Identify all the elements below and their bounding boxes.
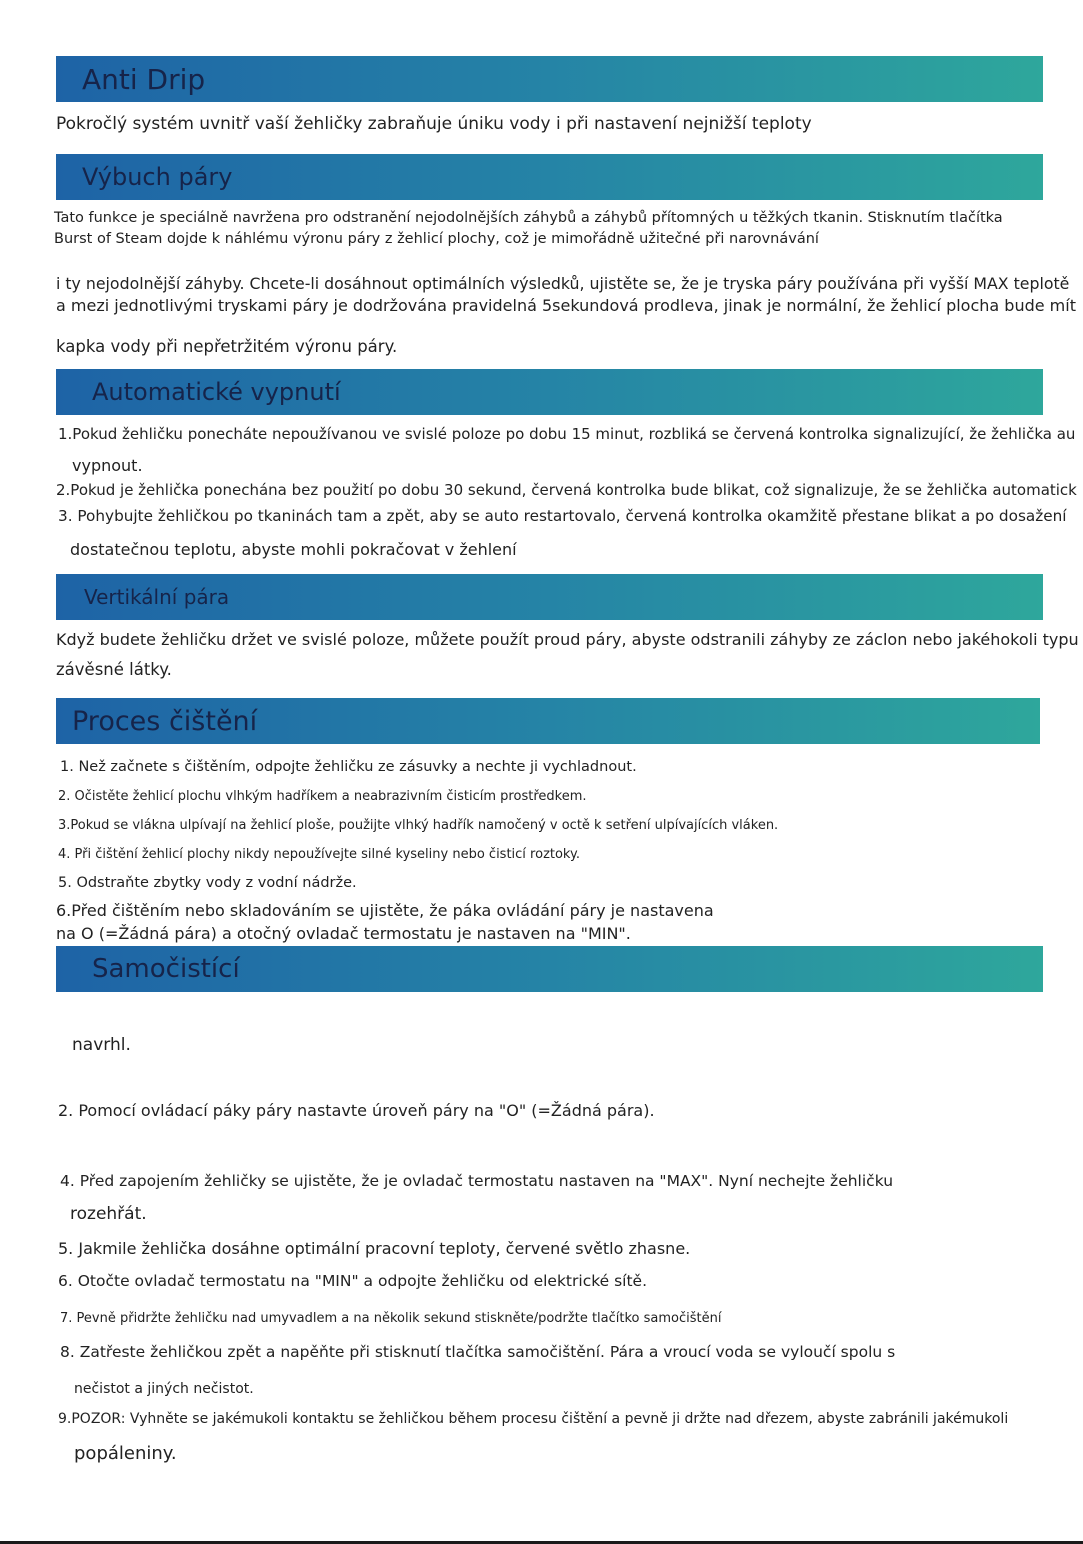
section-title: Proces čištění: [72, 705, 258, 737]
list-item: 3. Pohybujte žehličkou po tkaninách tam a zpět, aby se auto restartovalo, červená kontrolka okamžitě přestane blikat a po dosažení: [58, 507, 1067, 525]
section-title: Automatické vypnutí: [92, 378, 341, 406]
list-item: 1.Pokud žehličku ponecháte nepoužívanou ve svislé poloze po dobu 15 minut, rozbliká se červená kontrolka signalizující, že žehlička au: [58, 425, 1076, 443]
list-item: 5. Jakmile žehlička dosáhne optimální pracovní teploty, červené světlo zhasne.: [58, 1239, 691, 1258]
section-header-anti-drip: [56, 56, 1043, 102]
list-item: 4. Při čištění žehlicí plochy nikdy nepoužívejte silné kyseliny nebo čisticí roztoky.: [58, 847, 580, 862]
list-item: 3.Pokud se vlákna ulpívají na žehlicí ploše, použijte vlhký hadřík namočený v octě k setření ulpívajících vláken.: [58, 818, 779, 833]
list-item-continuation: rozehřát.: [70, 1204, 147, 1224]
list-item-continuation: na O (=Žádná pára) a otočný ovladač termostatu je nastaven na "MIN".: [56, 924, 631, 943]
list-item-continuation: popáleniny.: [74, 1443, 177, 1464]
section-header-vertikalni-para: [56, 574, 1043, 620]
section-header-proces-cisteni: [56, 698, 1040, 744]
paragraph-line: závěsné látky.: [56, 660, 172, 679]
paragraph-line: i ty nejodolnější záhyby. Chcete-li dosáhnout optimálních výsledků, ujistěte se, že je tryska páry používána při vyšší MAX teplotě: [56, 274, 1070, 293]
list-item: 1. Než začnete s čištěním, odpojte žehličku ze zásuvky a nechte ji vychladnout.: [60, 759, 637, 775]
section-header-automaticke-vypnuti: [56, 369, 1043, 415]
list-item: 2. Očistěte žehlicí plochu vlhkým hadříkem a neabrazivním čisticím prostředkem.: [58, 789, 587, 804]
list-item: 7. Pevně přidržte žehličku nad umyvadlem a na několik sekund stiskněte/podržte tlačítko samočištění: [60, 1311, 722, 1326]
paragraph-line: Tato funkce je speciálně navržena pro odstranění nejodolnějších záhybů a záhybů přítomných u těžkých tkanin. Stisknutím tlačítka: [54, 210, 1003, 226]
list-item: 2.Pokud je žehlička ponechána bez použití po dobu 30 sekund, červená kontrolka bude blikat, což signalizuje, že se žehlička automatick: [56, 481, 1077, 499]
paragraph-anti-drip: Pokročlý systém uvnitř vaší žehličky zabraňuje úniku vody i při nastavení nejnižší teploty: [56, 114, 812, 134]
section-title: Anti Drip: [82, 62, 206, 96]
list-item: 6.Před čištěním nebo skladováním se ujistěte, že páka ovládání páry je nastavena: [56, 901, 714, 920]
list-item-continuation: vypnout.: [72, 456, 143, 475]
paragraph-line: Když budete žehličku držet ve svislé poloze, můžete použít proud páry, abyste odstranili záhyby ze záclon nebo jakéhokoli typu: [56, 630, 1079, 649]
list-item: 4. Před zapojením žehličky se ujistěte, že je ovladač termostatu nastaven na "MAX". Nyní nechejte žehličku: [60, 1172, 894, 1190]
list-item: 6. Otočte ovladač termostatu na "MIN" a odpojte žehličku od elektrické sítě.: [58, 1272, 648, 1290]
section-title: Výbuch páry: [82, 163, 233, 191]
section-title: Samočistící: [92, 954, 240, 984]
paragraph-line: a mezi jednotlivými tryskami páry je dodržována pravidelná 5sekundová prodleva, jinak je normální, že žehlicí plocha bude mít: [56, 296, 1076, 315]
section-header-samocisteni: [56, 946, 1043, 992]
paragraph-line: kapka vody při nepřetržitém výronu páry.: [56, 337, 398, 356]
paragraph-line: Burst of Steam dojde k náhlému výronu páry z žehlicí plochy, což je mimořádně užitečné při narovnávání: [54, 231, 819, 247]
section-header-vybuch-pary: [56, 154, 1043, 200]
list-item-continuation: navrhl.: [72, 1035, 131, 1055]
list-item: 9.POZOR: Vyhněte se jakémukoli kontaktu se žehličkou během procesu čištění a pevně ji držte nad dřezem, abyste zabránili jakémukoli: [58, 1411, 1009, 1427]
list-item: 2. Pomocí ovládací páky páry nastavte úroveň páry na "O" (=Žádná pára).: [58, 1101, 655, 1120]
list-item-continuation: dostatečnou teplotu, abyste mohli pokračovat v žehlení: [70, 540, 517, 559]
list-item: 5. Odstraňte zbytky vody z vodní nádrže.: [58, 875, 357, 891]
list-item-continuation: nečistot a jiných nečistot.: [74, 1381, 254, 1397]
list-item: 8. Zatřeste žehličkou zpět a napěňte při stisknutí tlačítka samočištění. Pára a vroucí voda se vyloučí spolu s: [60, 1343, 896, 1361]
section-title: Vertikální pára: [84, 585, 230, 609]
